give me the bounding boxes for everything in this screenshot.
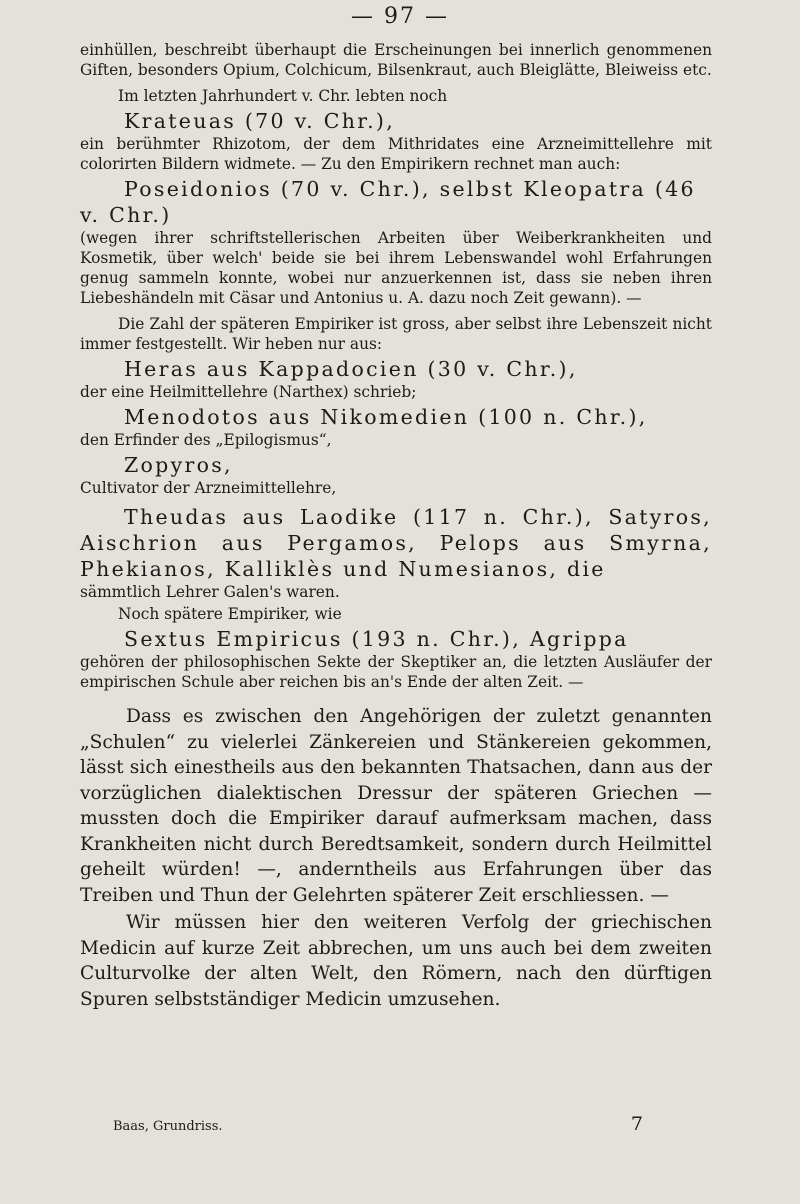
paragraph-kleopatra: (wegen ihrer schriftstellerischen Arbeiten über Weiberkrankheiten und Kosmetik, über welch' beide sie bei ihrem Lebenswandel wohl Erfahrungen genug sammeln konnte, wobei nur anzuerkennen ist, dass sie neben ihren Liebeshändeln mit Cäsar und Antonius u. A. dazu noch Zeit gewann). — bbox=[80, 229, 712, 307]
paragraph-later-empirics: Die Zahl der späteren Empiriker ist gross, aber selbst ihre Lebenszeit nicht immer festgestellt. Wir heben nur aus: bbox=[80, 315, 712, 353]
footer-book-title: Baas, Grundriss. bbox=[113, 1119, 223, 1134]
paragraph-still-later: Noch spätere Empiriker, wie bbox=[118, 605, 342, 623]
name-heras: Heras aus Kappadocien (30 v. Chr.), bbox=[124, 357, 578, 381]
page-body bbox=[80, 40, 712, 1012]
name-poseidonios: Poseidonios (70 v. Chr.), selbst Kleopatra (46 v. Chr.) bbox=[80, 177, 696, 227]
paragraph-schools: Dass es zwischen den Angehörigen der zuletzt genannten „Schulen“ zu vielerlei Zänkereien und Stänkereien gekommen, lässt sich einestheils aus den bekannten Thatsachen, dann aus der vorzüglichen dialektischen Dressur der späteren Griechen — mussten doch die Empiriker darauf aufmerksam machen, dass Krankheiten nicht durch Beredtsamkeit, sondern durch Heilmittel geheilt würden! —, anderntheils aus Erfahrungen über das Treiben und Thun der Gelehrten späterer Zeit erschliessen. — bbox=[80, 706, 712, 906]
paragraph-intro: einhüllen, beschreibt überhaupt die Erscheinungen bei innerlich genommenen Giften, besonders Opium, Colchicum, Bilsenkraut, auch Bleiglätte, Bleiweiss etc. bbox=[80, 41, 712, 79]
paragraph-epilogismus: den Erfinder des „Epilogismus“, bbox=[80, 431, 332, 449]
paragraph-cultivator: Cultivator der Arzneimittellehre, bbox=[80, 479, 337, 497]
paragraph-rhizotom: ein berühmter Rhizotom, der dem Mithridates eine Arzneimittellehre mit colorirten Bildern widmete. — Zu den Empirikern rechnet man auch: bbox=[80, 135, 712, 173]
paragraph-last-century: Im letzten Jahrhundert v. Chr. lebten noch bbox=[118, 87, 448, 105]
paragraph-romans: Wir müssen hier den weiteren Verfolg der griechischen Medicin auf kurze Zeit abbrechen, um uns auch bei dem zweiten Culturvolke der alten Welt, den Römern, nach den dürftigen Spuren selbstständiger Medicin umzusehen. bbox=[80, 912, 712, 1010]
name-zopyros: Zopyros, bbox=[124, 453, 233, 477]
name-theudas-group: Theudas aus Laodike (117 n. Chr.), Satyros, Aischrion aus Pergamos, Pelops aus Smyrna, Phekianos, Kalliklès und Numesianos, die bbox=[80, 505, 712, 581]
page-number: — 97 — bbox=[351, 4, 449, 29]
name-sextus: Sextus Empiricus (193 n. Chr.), Agrippa bbox=[124, 627, 629, 651]
paragraph-galen: sämmtlich Lehrer Galen's waren. bbox=[80, 583, 340, 601]
name-menodotos: Menodotos aus Nikomedien (100 n. Chr.), bbox=[124, 405, 648, 429]
page-footer bbox=[113, 1113, 643, 1135]
paragraph-skeptiker: gehören der philosophischen Sekte der Skeptiker an, die letzten Ausläufer der empirischen Schule aber reichen bis an's Ende der alten Zeit. — bbox=[80, 653, 712, 691]
name-krateuas: Krateuas (70 v. Chr.), bbox=[124, 109, 396, 133]
signature-number: 7 bbox=[630, 1113, 643, 1135]
paragraph-narthex: der eine Heilmittellehre (Narthex) schrieb; bbox=[80, 383, 417, 401]
